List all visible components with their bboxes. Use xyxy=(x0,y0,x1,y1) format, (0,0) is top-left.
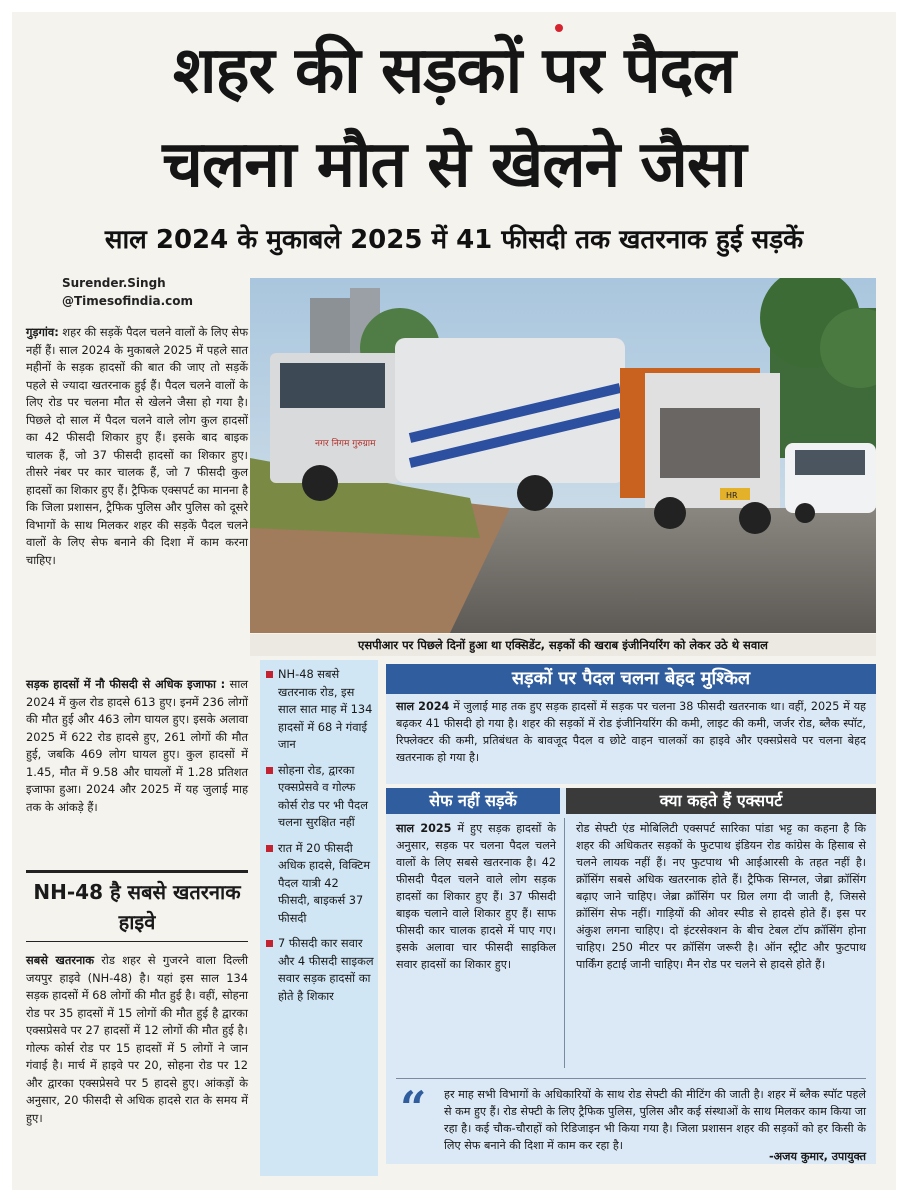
headline-line-2: चलना मौत से खेलने जैसा xyxy=(162,128,746,202)
sidebar-bullet: रात में 20 फीसदी अधिक हादसे, विक्टिम पैदल यात्री 42 फीसदी, बाइकर्स 37 फीसदी xyxy=(264,840,374,928)
truck-logo: नगर निगम गुरुग्राम xyxy=(315,439,376,449)
white-car xyxy=(785,443,876,523)
quote-divider xyxy=(396,1078,866,1085)
nh48-box-heading: NH-48 है सबसे खतरनाक हाइवे xyxy=(26,870,248,942)
para2-lead: सड़क हादसों में नौ फीसदी से अधिक इजाफा : xyxy=(26,677,226,691)
byline-name: Surender.Singh xyxy=(62,276,166,290)
experts-heading: क्या कहते हैं एक्सपर्ट xyxy=(566,788,876,814)
left-column-para3 xyxy=(26,952,248,1131)
column-divider xyxy=(564,818,565,1068)
para3-text: रोड शहर से गुजरने वाला दिल्ली जयपुर हाइवे (NH-48) है। यहां इस साल 134 सड़क हादसों में 68 लोगों की मौत हुई है। वहीं, सोहना रोड पर 35 हादसों में 15 लोगों की मौत हुई है द्वारका एक्सप्रेसवे पर 27 हादसों में 12 लोगों की मौत हुई है। गोल्फ कोर्स रोड पर 15 हादसों में 5 लोगों ने जान गंवाई है। मार्च में हाइवे पर 20, सोहना रोड पर 12 और द्वारका एक्सप्रेसवे पर 5 हादसे हुए। आंकड़ों के अनुसार, 20 फीसदी से अधिक हादसे रात के समय में हुए। xyxy=(26,953,249,1125)
experts-text: रोड सेफ्टी एंड मोबिलिटी एक्सपर्ट सारिका पांडा भट्ट का कहना है कि शहर की अधिकतर सड़कों के फुटपाथ इंडियन रोड कांग्रेस के हिसाब से चलने लायक नहीं हैं। नए फुटपाथ भी आईआरसी के तहत नहीं है। क्रॉसिंग सबसे अधिक खतरनाक होते हैं। ट्रैफिक सिग्नल, जेब्रा क्रॉसिंग बढ़ाए जाने चाहिए। जेब्रा क्रॉसिंग पर ग्रिल लगा दी जाती है, जिससे क्रॉसिंग सेफ नहीं। गाड़ियों की ओवर स्पीड से हादसे होते हैं। इस पर अंकुश लगना चाहिए। दो इंटरसेक्शन के बीच टेबल टॉप क्रॉसिंग होना चाहिए। 250 मीटर पर क्रॉसिंग जरूरी है। ऑन स्ट्रीट और फुटपाथ पार्किंग हटाई जानी चाहिए। मैन रोड पर चलने से हादसे होते हैं। xyxy=(576,822,866,971)
headline-line-1: शहर की सड़कों पर पैदल xyxy=(172,34,736,108)
para3-lead: सबसे खतरनाक xyxy=(26,953,94,967)
left-column-intro xyxy=(26,324,248,573)
safe-roads-text-block xyxy=(396,820,556,973)
quote-text: हर माह सभी विभागों के अधिकारियों के साथ रोड सेफ्टी की मीटिंग की जाती है। शहर में ब्लैक स्पॉट पहले से कम हुए हैं। रोड सेफ्टी के लिए ट्रैफिक पुलिस, पुलिस और कई संस्थाओं के साथ मिलकर काम किया जा रहा है। कई चौक-चौराहों को रिडिजाइन भी किया गया है। जिला प्रशासन शहर की सड़कों को हर किसी के लिए सेफ बनाने की दिशा में काम कर रहा है। xyxy=(444,1088,866,1152)
intro-dateline: गुड़गांव: xyxy=(26,325,59,339)
sidebar-bullet: सोहना रोड, द्वारका एक्सप्रेसवे व गोल्फ कोर्स रोड पर भी पैदल चलना सुरक्षित नहीं xyxy=(264,762,374,832)
byline xyxy=(62,274,193,310)
safe-roads-text: में हुए सड़क हादसों के अनुसार, सड़क पर चलना पैदल चलने वालों के लिए सबसे खतरनाक है। 42 फीसदी पैदल चलने वाले लोग सड़क हादसों का शिकार हुए हैं। 37 फीसदी बाइक चलाने वाले शिकार हुए हैं। साफ फीसदी कार चालक हादसे में पाए गए। इसके अलावा चार फीसदी साइकिल सवार हादसों का शिकार हुए। xyxy=(396,822,556,971)
feature-text: में जुलाई माह तक हुए सड़क हादसों में सड़क पर चलना 38 फीसदी खतरनाक था। वहीं, 2025 में यह बढ़कर 41 फीसदी हो गया है। शहर की सड़कों में रोड इंजीनियरिंग की कमी, लाइट की कमी, जर्जर रोड, ब्लैक स्पॉट, रिफ्लेक्टर की कमी, प्रतिबंधत के बावजूद पैदल व छोटे वाहन चालकों का हाइवे और एक्सप्रेसवे पर चलना बेहद खतरनाक हो गया है। xyxy=(396,700,866,764)
para2-text: साल 2024 में कुल रोड हादसे 613 हुए। इनमें 236 लोगों की मौत हुई और 463 लोग घायल हुए। इसके अलावा 2025 में 622 रोड हादसे हुए, 261 लोगों की मौत हुई, जबकि 469 लोग घायल हुए। कुल हादसों में 1.45, मौत में 9.58 और घायलों में 1.28 प्रतिशत इजाफा हुआ। 2024 और 2025 में यह जुलाई माह तक के आंकड़े हैं। xyxy=(26,677,248,814)
number-plate: HR xyxy=(726,491,738,500)
quote-mark-icon: “ xyxy=(400,1081,427,1135)
feature-box xyxy=(386,694,876,784)
safe-roads-lead: साल 2025 xyxy=(396,822,452,835)
quote-attribution: -अजय कुमार, उपायुक्त xyxy=(768,1150,866,1163)
newspaper-page xyxy=(12,12,896,1190)
feature-banner: सड़कों पर पैदल चलना बेहद मुश्किल xyxy=(386,664,876,694)
safe-roads-heading: सेफ नहीं सड़कें xyxy=(386,788,560,814)
intro-text: शहर की सड़कें पैदल चलने वालों के लिए सेफ नहीं हैं। साल 2024 के मुकाबले 2025 में पहले सात महीनों के सड़क हादसों की बात की जाए तो सड़कें पहले से ज्यादा खतरनाक हुई हैं। पैदल चलने वालों के लिए रोड पर चलना मौत से खेलने जैसा हो गया है। पिछले दो साल में पैदल चलने वाले लोग कुल हादसों का 42 फीसदी शिकार हुए हैं। इसके बाद बाइक चालक हैं, जो 37 फीसदी हादसों का शिकार हुए। तीसरे नंबर पर कार चालक हैं, जो 7 फीसदी कुल हादसों का शिकार हुए हैं। ट्रैफिक एक्सपर्ट का मानना है कि जिला प्रशासन, ट्रैफिक पुलिस और पुलिस को दूसरे विभागों के साथ मिलकर शहर की सड़कें पैदल चलने वालों के लिए सेफ बनाने की दिशा में काम करना चाहिए। xyxy=(26,325,248,567)
sidebar-bullet: NH-48 सबसे खतरनाक रोड, इस साल सात माह में 134 हादसों में 68 ने गंवाई जान xyxy=(264,666,374,754)
byline-handle: @Timesofindia.com xyxy=(62,294,193,308)
accident-photo xyxy=(250,278,876,633)
photo-caption: एसपीआर पर पिछले दिनों हुआ था एक्सिडेंट, सड़कों की खराब इंजीनियरिंग को लेकर उठे थे सवाल xyxy=(250,634,876,656)
highlights-sidebar xyxy=(260,660,378,1176)
left-column-para2 xyxy=(26,676,248,820)
lower-feature-box xyxy=(386,788,876,1164)
feature-lead: साल 2024 xyxy=(396,700,450,713)
subheadline: साल 2024 के मुकाबले 2025 में 41 फीसदी तक खतरनाक हुई सड़कें xyxy=(104,225,804,255)
sidebar-bullet: 7 फीसदी कार सवार और 4 फीसदी साइकल सवार सड़क हादसों का होते है शिकार xyxy=(264,935,374,1005)
feature-text-block xyxy=(396,698,866,766)
